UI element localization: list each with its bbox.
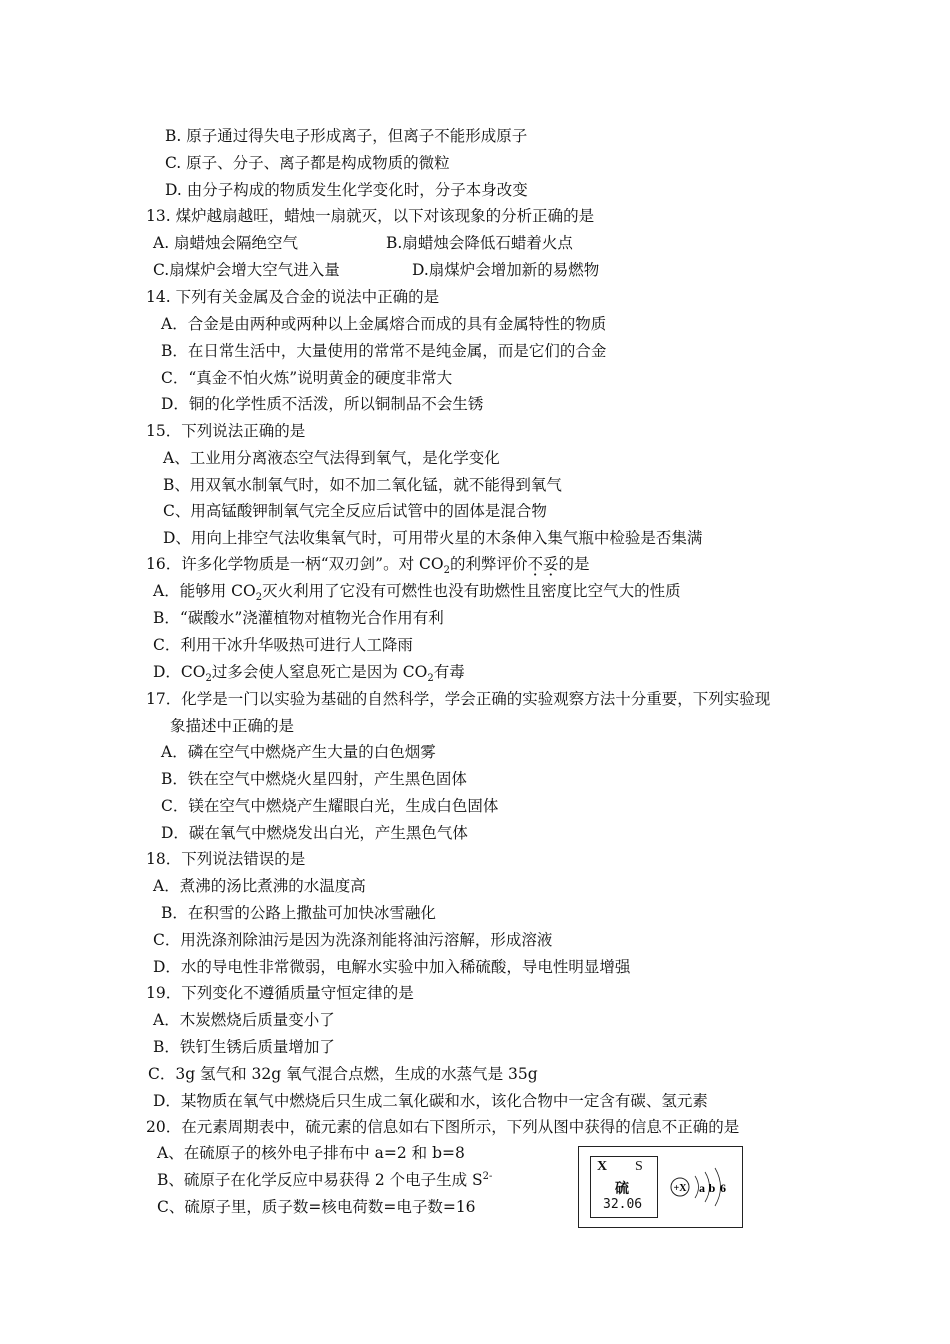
q19-option-b: B．铁钉生锈后质量增加了	[153, 1038, 335, 1056]
q20-option-b: B、硫原子在化学反应中易获得 2 个电子生成 $S^{2-}$	[157, 1170, 493, 1189]
q18-stem: 18．下列说法错误的是	[146, 850, 306, 868]
q17-option-c: C．镁在空气中燃烧产生耀眼白光，生成白色固体	[161, 797, 499, 815]
q18-option-a: A．煮沸的汤比煮沸的水温度高	[153, 877, 366, 895]
q14-option-c: C．“真金不怕火炼”说明黄金的硬度非常大	[161, 369, 453, 387]
q12-option-b: B. 原子通过得失电子形成离子，但离子不能形成原子	[165, 127, 528, 145]
q16-option-b: B．“碳酸水”浇灌植物对植物光合作用有利	[153, 609, 444, 627]
q14-stem: 14. 下列有关金属及合金的说法中正确的是	[146, 288, 440, 306]
q19-option-d: D．某物质在氧气中燃烧后只生成二氧化碳和水，该化合物中一定含有碳、氢元素	[153, 1092, 708, 1110]
q16-option-a: A．能够用 $CO_2$灭火利用了它没有可燃性也没有助燃性且密度比空气大的性质	[153, 582, 681, 604]
shell-a-label: a	[699, 1181, 705, 1195]
q15-option-d: D、用向上排空气法收集氧气时，可用带火星的木条伸入集气瓶中检验是否集满	[163, 529, 703, 547]
q13-option-b: B.扇蜡烛会降低石蜡着火点	[386, 234, 573, 252]
q17-option-b: B．铁在空气中燃烧火星四射，产生黑色固体	[161, 770, 467, 788]
q16-option-c: C．利用干冰升华吸热可进行人工降雨	[153, 636, 413, 654]
q20-option-a: A、在硫原子的核外电子排布中 a=2 和 b=8	[157, 1144, 465, 1162]
element-name: 硫	[615, 1181, 629, 1197]
atom-structure-diagram	[669, 1157, 741, 1217]
element-number: X	[597, 1159, 608, 1174]
q18-option-c: C．用洗涤剂除油污是因为洗涤剂能将油污溶解，形成溶液	[153, 931, 553, 949]
q20-option-c: C、硫原子里，质子数=核电荷数=电子数=16	[157, 1198, 476, 1216]
q14-option-d: D．铜的化学性质不活泼，所以铜制品不会生锈	[161, 395, 484, 413]
q14-option-b: B．在日常生活中，大量使用的常常不是纯金属，而是它们的合金	[161, 342, 607, 360]
q18-option-b: B．在积雪的公路上撒盐可加快冰雪融化	[161, 904, 436, 922]
q17-stem-line2: 象描述中正确的是	[170, 717, 295, 735]
q19-option-c: C．3g 氢气和 32g 氧气混合点燃，生成的水蒸气是 35g	[148, 1065, 538, 1083]
element-mass: 32.06	[603, 1197, 643, 1212]
q16-stem: 16．许多化学物质是一柄“双刃剑”。对 $CO_2$的利弊评价不妥的是	[146, 555, 590, 577]
q19-stem: 19．下列变化不遵循质量守恒定律的是	[146, 984, 414, 1002]
q12-option-d: D. 由分子构成的物质发生化学变化时，分子本身改变	[165, 181, 528, 199]
q13-option-d: D.扇煤炉会增加新的易燃物	[412, 261, 600, 279]
q13-option-c: C.扇煤炉会增大空气进入量	[153, 261, 340, 279]
q14-option-a: A．合金是由两种或两种以上金属熔合而成的具有金属特性的物质	[161, 315, 607, 333]
q15-option-c: C、用高锰酸钾制氧气完全反应后试管中的固体是混合物	[163, 502, 547, 520]
q15-stem: 15．下列说法正确的是	[146, 422, 306, 440]
element-symbol: S	[635, 1159, 643, 1174]
element-card	[590, 1156, 658, 1218]
q13-option-a: A. 扇蜡烛会隔绝空气	[153, 234, 299, 252]
q17-option-d: D．碳在氧气中燃烧发出白光，产生黑色气体	[161, 824, 468, 842]
sulfur-element-figure	[578, 1146, 743, 1228]
q20-stem: 20．在元素周期表中，硫元素的信息如右下图所示，下列从图中获得的信息不正确的是	[146, 1118, 740, 1136]
q12-option-c: C. 原子、分子、离子都是构成物质的微粒	[165, 154, 450, 172]
q13-stem: 13. 煤炉越扇越旺，蜡烛一扇就灭，以下对该现象的分析正确的是	[146, 207, 595, 225]
q16-option-d: D．$CO_2$过多会使人窒息死亡是因为 $CO_2$有毒	[153, 663, 465, 685]
q15-option-b: B、用双氧水制氧气时，如不加二氧化锰，就不能得到氧气	[163, 476, 562, 494]
q17-stem-line1: 17．化学是一门以实验为基础的自然科学，学会正确的实验观察方法十分重要，下列实验现	[146, 690, 771, 708]
q17-option-a: A．磷在空气中燃烧产生大量的白色烟雾	[161, 743, 436, 761]
q19-option-a: A．木炭燃烧后质量变小了	[153, 1011, 335, 1029]
shell-b-label: b	[708, 1181, 716, 1195]
shell-arc-1	[695, 1176, 699, 1198]
q15-option-a: A、工业用分离液态空气法得到氧气，是化学变化	[163, 449, 500, 467]
nucleus-label: +X	[673, 1183, 687, 1194]
q18-option-d: D．水的导电性非常微弱，电解水实验中加入稀硫酸，导电性明显增强	[153, 958, 631, 976]
shell-c-label: 6	[720, 1181, 726, 1195]
